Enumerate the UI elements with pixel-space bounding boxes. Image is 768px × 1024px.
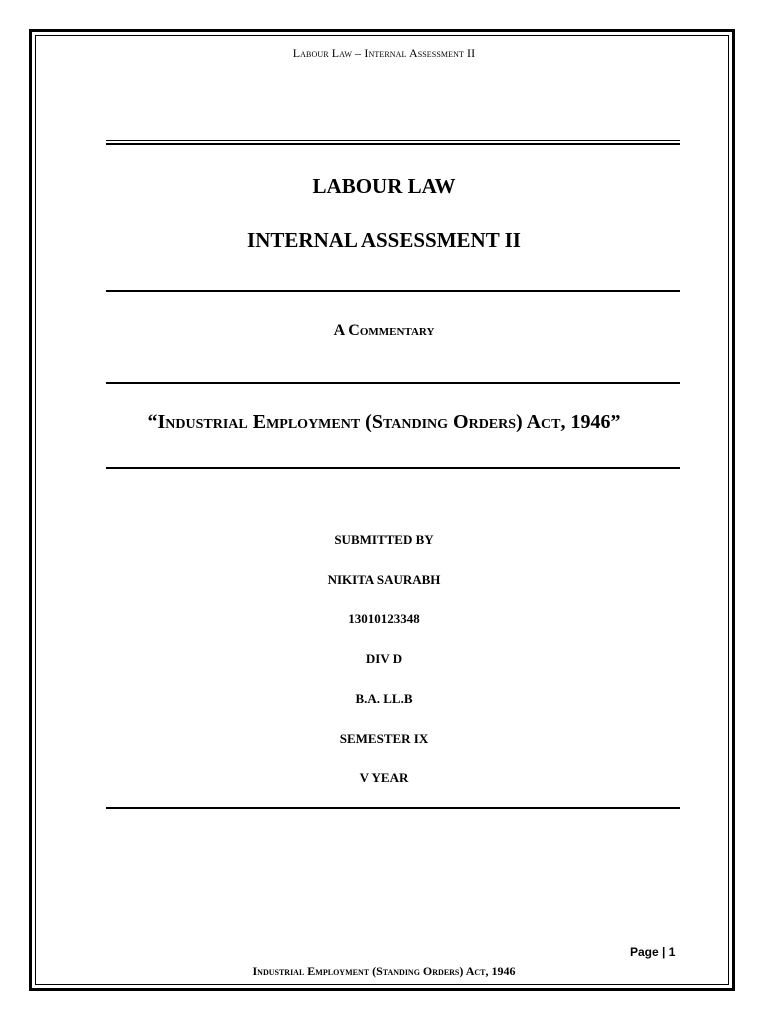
running-footer: Industrial Employment (Standing Orders) Act, 1946 [252, 964, 516, 978]
act-title: “Industrial Employment (Standing Orders) Act, 1946” [147, 411, 621, 433]
student-name: NIKITA SAURABH [327, 572, 441, 587]
student-id: 13010123348 [348, 611, 420, 626]
year: V YEAR [359, 770, 409, 785]
submitted-by-label: SUBMITTED BY [334, 532, 434, 547]
document-subtitle: INTERNAL ASSESSMENT II [247, 228, 521, 252]
divider-rule [106, 467, 680, 469]
commentary-heading: A Commentary [333, 322, 435, 339]
divider-rule [106, 382, 680, 384]
divider-rule [106, 807, 680, 809]
page-number: Page | 1 [630, 945, 676, 959]
divider-rule [106, 290, 680, 292]
divider-rule [106, 140, 680, 145]
semester: SEMESTER IX [339, 731, 429, 746]
running-header: Labour Law – Internal Assessment II [292, 46, 476, 60]
division: DIV D [365, 651, 403, 666]
course: B.A. LL.B [355, 691, 413, 706]
document-title: LABOUR LAW [312, 174, 456, 198]
